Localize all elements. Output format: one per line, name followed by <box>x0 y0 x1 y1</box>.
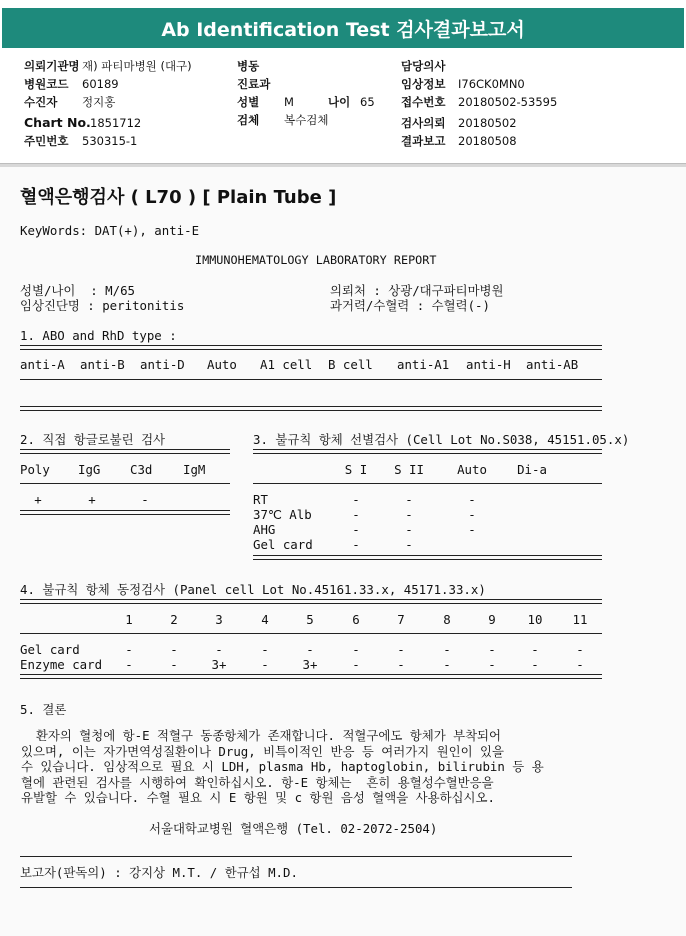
screen-value-cell: - <box>405 492 413 507</box>
doctor-label: 담당의사 <box>401 59 446 73</box>
abo-header-cell: anti-H <box>466 357 511 372</box>
panel-header-cell: 4 <box>261 612 269 627</box>
chart-no-row <box>24 114 141 132</box>
sex-value: M <box>284 95 294 109</box>
panel-header-cell: 9 <box>488 612 496 627</box>
receipt-no-value: 20180502-53595 <box>458 95 558 109</box>
reporter-top-rule <box>20 856 572 857</box>
panel-header-cell: 2 <box>170 612 178 627</box>
screen-header-cell: S I <box>344 462 368 477</box>
section4-title: 4. 불규칙 항체 동정검사 (Panel cell Lot No.45161.33.x, 45171.33.x) <box>20 582 486 597</box>
abo-header-cell: anti-D <box>140 357 185 372</box>
sex-row <box>237 93 294 111</box>
abo-header-cell: anti-B <box>80 357 125 372</box>
title-bar <box>0 0 686 54</box>
specimen-value: 복수검체 <box>284 113 329 127</box>
screen-header-cell: S II <box>394 462 424 477</box>
dat-header-cell: Poly <box>20 462 50 477</box>
dat-value-cell: + <box>88 492 96 507</box>
abo-header-cell: Auto <box>207 357 237 372</box>
reporter-line: 보고자(판독의) : 강지상 M.T. / 한규섭 M.D. <box>20 865 298 880</box>
conclusion-line: 환자의 혈청에 항-E 적혈구 동종항체가 존재합니다. 적혈구에도 항체가 부착되어 <box>21 728 501 743</box>
specimen-label: 검체 <box>237 113 260 127</box>
panel-value-cell: - <box>170 642 178 657</box>
report-date-row <box>401 132 517 150</box>
panel-value-cell: 3+ <box>302 657 318 672</box>
institution-row <box>24 57 192 75</box>
abo-header-cell: anti-AB <box>526 357 579 372</box>
conclusion-line: 혈에 관련된 검사를 시행하여 확인하십시오. 항-E 항체는 흔히 용혈성수혈반응을 <box>21 774 494 790</box>
receipt-no-row <box>401 93 557 111</box>
panel-value-cell: - <box>576 657 584 672</box>
section1-top-rule <box>20 345 602 350</box>
panel-value-cell: - <box>443 657 451 672</box>
section1-bottom-rule <box>20 406 602 411</box>
panel-value-cell: - <box>531 642 539 657</box>
chart-no-label: Chart No. <box>24 115 91 130</box>
dat-value-cell: - <box>141 492 149 507</box>
blood-bank-contact: 서울대학교병원 혈액은행 (Tel. 02-2072-2504) <box>149 821 438 836</box>
age-value: 65 <box>360 95 375 109</box>
reporter-bottom-rule <box>20 887 572 888</box>
referrer-line: 의뢰처 : 상광/대구파티마병원 <box>330 283 504 298</box>
section4-bottom-rule <box>20 674 602 679</box>
department-row <box>237 75 270 93</box>
panel-header-cell: 1 <box>125 612 133 627</box>
section3-bottom-rule <box>253 555 602 560</box>
panel-row-label: Enzyme card <box>20 657 103 672</box>
screen-header-cell: Auto <box>457 462 487 477</box>
panel-value-cell: - <box>125 657 133 672</box>
panel-value-cell: - <box>261 642 269 657</box>
panel-value-cell: - <box>352 642 360 657</box>
panel-header-cell: 5 <box>306 612 314 627</box>
panel-value-cell: - <box>125 642 133 657</box>
screen-row-label: AHG <box>253 522 276 537</box>
screen-value-cell: - <box>468 507 476 522</box>
section5-title: 5. 결론 <box>20 702 67 717</box>
panel-header-cell: 10 <box>527 612 543 627</box>
screen-value-cell: - <box>468 522 476 537</box>
clinical-info-row <box>401 75 525 93</box>
resident-no-label: 주민번호 <box>24 134 69 148</box>
age-row <box>328 93 375 111</box>
sex-age-line: 성별/나이 : M/65 <box>20 283 136 298</box>
institution-value: 재) 파티마병원 (대구) <box>82 59 192 73</box>
section2-title: 2. 직접 항글로불린 검사 <box>20 432 166 447</box>
report-heading: 혈액은행검사 ( L70 ) [ Plain Tube ] <box>20 187 337 208</box>
abo-header-cell: A1 cell <box>260 357 313 372</box>
chart-no-value: 1851712 <box>90 116 142 130</box>
section4-top-rule <box>20 599 602 604</box>
resident-no-row <box>24 132 137 150</box>
history-line: 과거력/수혈력 : 수혈력(-) <box>330 298 490 313</box>
section3-top-rule <box>253 449 602 454</box>
screen-header-cell: Di-a <box>517 462 547 477</box>
screen-row-label: Gel card <box>253 537 313 552</box>
panel-value-cell: - <box>170 657 178 672</box>
screen-value-cell: - <box>405 507 413 522</box>
specimen-row <box>237 111 328 129</box>
request-date-value: 20180502 <box>458 116 517 130</box>
hospital-code-value: 60189 <box>82 77 119 91</box>
conclusion-line: 있으며, 이는 자가면역성질환이나 Drug, 비특이적인 반응 등 여러가지 원인이 있을 <box>21 743 504 759</box>
department-label: 진료과 <box>237 77 271 91</box>
diagnosis-line: 임상진단명 : peritonitis <box>20 298 185 313</box>
panel-value-cell: - <box>576 642 584 657</box>
dat-header-cell: IgG <box>78 462 101 477</box>
panel-value-cell: - <box>488 657 496 672</box>
abo-header-cell: B cell <box>328 357 373 372</box>
panel-value-cell: - <box>215 642 223 657</box>
abo-header-cell: anti-A1 <box>397 357 450 372</box>
screen-value-cell: - <box>405 537 413 552</box>
section3-mid-rule <box>253 483 602 484</box>
screen-value-cell: - <box>468 492 476 507</box>
screen-row-label: RT <box>253 492 268 507</box>
patient-info-panel <box>0 54 686 164</box>
panel-value-cell: - <box>397 642 405 657</box>
patient-value: 정지홍 <box>82 95 116 109</box>
screen-value-cell: - <box>352 507 360 522</box>
keywords: KeyWords: DAT(+), anti-E <box>20 223 200 238</box>
resident-no-value: 530315-1 <box>82 134 138 148</box>
patient-row <box>24 93 115 111</box>
patient-label: 수진자 <box>24 95 58 109</box>
section4-mid-rule <box>20 633 602 634</box>
ward-label: 병동 <box>237 59 260 73</box>
screen-row-label: 37℃ Alb <box>253 507 312 522</box>
doctor-row <box>401 57 445 75</box>
institution-label: 의뢰기관명 <box>24 59 80 73</box>
age-label: 나이 <box>328 95 351 109</box>
panel-header-cell: 8 <box>443 612 451 627</box>
hospital-code-row <box>24 75 119 93</box>
lab-title: IMMUNOHEMATOLOGY LABORATORY REPORT <box>195 253 437 267</box>
section2-top-rule <box>20 449 230 454</box>
panel-value-cell: - <box>531 657 539 672</box>
panel-value-cell: - <box>488 642 496 657</box>
receipt-no-label: 접수번호 <box>401 95 446 109</box>
panel-value-cell: - <box>397 657 405 672</box>
screen-value-cell: - <box>352 522 360 537</box>
ward-row <box>237 57 259 75</box>
request-date-row <box>401 114 517 132</box>
dat-header-cell: IgM <box>183 462 206 477</box>
report-title: Ab Identification Test 검사결과보고서 <box>2 8 684 48</box>
panel-value-cell: 3+ <box>211 657 227 672</box>
panel-row-label: Gel card <box>20 642 80 657</box>
panel-value-cell: - <box>352 657 360 672</box>
screen-value-cell: - <box>352 537 360 552</box>
conclusion-text <box>21 728 621 806</box>
panel-header-cell: 6 <box>352 612 360 627</box>
section2-bottom-rule <box>20 510 230 515</box>
screen-value-cell: - <box>352 492 360 507</box>
report-date-value: 20180508 <box>458 134 517 148</box>
panel-header-cell: 3 <box>215 612 223 627</box>
dat-value-cell: + <box>34 492 42 507</box>
request-date-label: 검사의뢰 <box>401 116 446 130</box>
panel-value-cell: - <box>306 642 314 657</box>
panel-header-cell: 11 <box>572 612 588 627</box>
panel-header-cell: 7 <box>397 612 405 627</box>
hospital-code-label: 병원코드 <box>24 77 69 91</box>
panel-value-cell: - <box>443 642 451 657</box>
section1-mid-rule <box>20 379 602 380</box>
section1-title: 1. ABO and RhD type : <box>20 328 177 343</box>
conclusion-line: 수 있습니다. 임상적으로 필요 시 LDH, plasma Hb, haptoglobin, bilirubin 등 용 <box>21 759 544 774</box>
panel-value-cell: - <box>261 657 269 672</box>
report-date-label: 결과보고 <box>401 134 446 148</box>
lab-report <box>0 167 686 936</box>
section2-mid-rule <box>20 483 230 484</box>
dat-header-cell: C3d <box>130 462 153 477</box>
conclusion-line: 유발할 수 있습니다. 수혈 필요 시 E 항원 및 c 항원 음성 혈액을 사용하십시오. <box>21 790 495 805</box>
clinical-info-value: I76CK0MN0 <box>458 77 525 91</box>
clinical-info-label: 임상정보 <box>401 77 446 91</box>
sex-label: 성별 <box>237 95 260 109</box>
screen-value-cell: - <box>405 522 413 537</box>
section3-title: 3. 불규칙 항체 선별검사 (Cell Lot No.S038, 45151.05.x) <box>253 432 630 447</box>
abo-header-cell: anti-A <box>20 357 65 372</box>
